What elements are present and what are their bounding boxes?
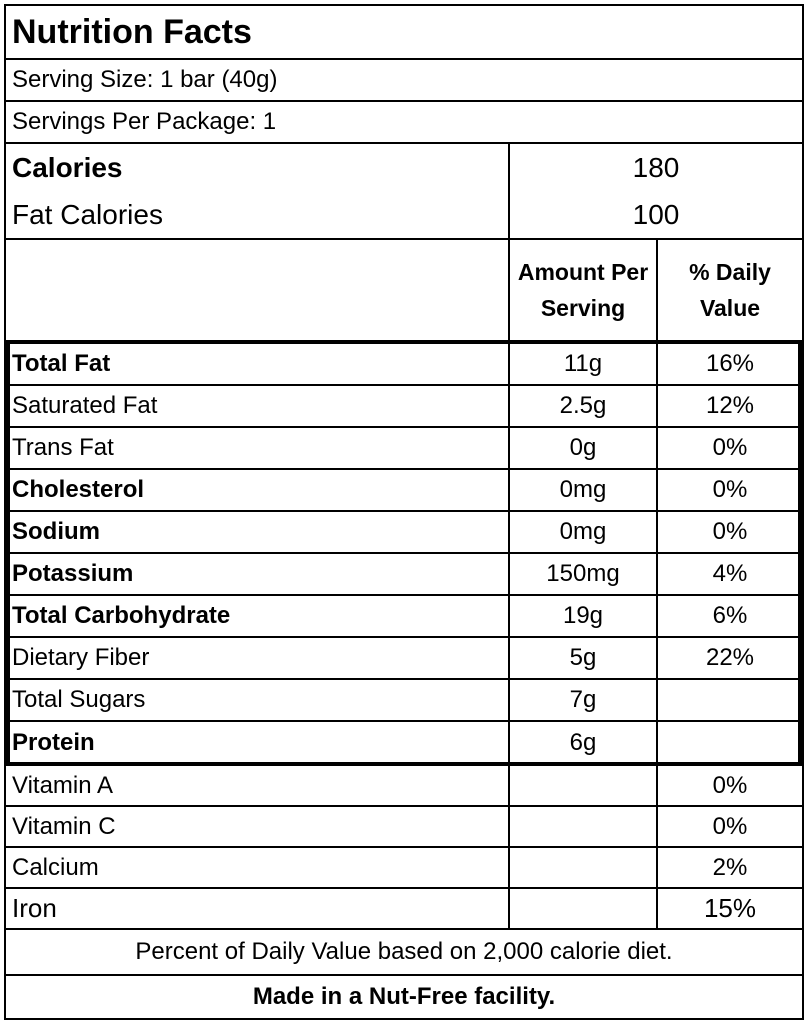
vitamin-amount-blank: [510, 848, 658, 887]
vitamin-name: Calcium: [6, 848, 510, 887]
nutrient-amount: 5g: [510, 638, 658, 678]
nutrient-row: [6, 638, 802, 680]
nutrient-row: [6, 428, 802, 470]
nutrient-daily-value: 16%: [705, 350, 755, 377]
vitamin-daily-value: 15%: [703, 893, 757, 923]
nutrient-row: [6, 680, 802, 722]
fat-calories-row: [6, 192, 802, 240]
nutrient-amount: 150mg: [510, 554, 658, 594]
nutrient-name: Total Carbohydrate: [6, 596, 510, 636]
calories-value: 180: [632, 152, 680, 183]
servings-per-package-row: [6, 102, 802, 144]
vitamin-amount-blank: [510, 766, 658, 805]
nutrient-name: Dietary Fiber: [6, 638, 510, 678]
serving-size-row: [6, 60, 802, 102]
facility-row: [6, 976, 802, 1018]
nutrient-daily-value: 0%: [712, 476, 748, 503]
nutrient-amount: 6g: [510, 722, 658, 764]
column-header-row: [6, 240, 802, 342]
nutrient-amount: 0g: [510, 428, 658, 468]
nutrient-name: Cholesterol: [6, 470, 510, 510]
nutrient-amount: 7g: [510, 680, 658, 720]
nutrient-row: [6, 596, 802, 638]
nutrient-row: [6, 386, 802, 428]
nutrient-row: [6, 344, 802, 386]
nutrient-name: Total Fat: [6, 344, 510, 384]
vitamin-name: Vitamin C: [6, 807, 510, 846]
servings-per-package: Servings Per Package: 1: [12, 108, 277, 135]
calories-row: [6, 144, 802, 192]
footnote-row: [6, 930, 802, 976]
nutrient-row: [6, 512, 802, 554]
nutrient-row: [6, 554, 802, 596]
nutrient-amount: 19g: [510, 596, 658, 636]
vitamin-amount-blank: [510, 807, 658, 846]
nutrient-name: Protein: [6, 722, 510, 764]
nutrient-row: [6, 722, 802, 764]
fat-calories-value: 100: [632, 199, 680, 230]
nutrient-row: [6, 470, 802, 512]
nutrient-name: Potassium: [6, 554, 510, 594]
label-title: Nutrition Facts: [12, 12, 252, 51]
column-header-blank: [6, 240, 510, 342]
nutrient-daily-value: [658, 722, 802, 764]
facility-note: Made in a Nut-Free facility.: [252, 983, 556, 1010]
nutrition-facts-label: [4, 4, 804, 1020]
nutrient-amount: 2.5g: [510, 386, 658, 426]
nutrient-name: Sodium: [6, 512, 510, 552]
vitamin-row: [6, 766, 802, 807]
nutrient-name: Saturated Fat: [6, 386, 510, 426]
vitamin-name: Iron: [6, 889, 510, 928]
nutrient-daily-value: [658, 680, 802, 720]
vitamin-row: [6, 807, 802, 848]
vitamin-daily-value: 0%: [712, 771, 748, 799]
vitamin-name: Vitamin A: [6, 766, 510, 805]
daily-value-header: % Daily Value: [689, 259, 771, 321]
vitamin-amount-blank: [510, 889, 658, 928]
nutrient-amount: 0mg: [510, 512, 658, 552]
nutrient-amount: 0mg: [510, 470, 658, 510]
serving-size: Serving Size: 1 bar (40g): [12, 66, 278, 93]
vitamin-row: [6, 889, 802, 930]
nutrient-daily-value: 12%: [705, 392, 755, 419]
nutrient-name: Total Sugars: [6, 680, 510, 720]
nutrient-daily-value: 0%: [712, 518, 748, 545]
fat-calories-label: Fat Calories: [6, 192, 510, 238]
vitamin-row: [6, 848, 802, 889]
nutrient-name: Trans Fat: [6, 428, 510, 468]
nutrient-daily-value: 4%: [712, 560, 748, 587]
nutrient-daily-value: 0%: [712, 434, 748, 461]
nutrient-daily-value: 6%: [712, 602, 748, 629]
nutrient-daily-value: 22%: [705, 644, 755, 671]
daily-value-footnote: Percent of Daily Value based on 2,000 calorie diet.: [135, 938, 673, 965]
nutrient-amount: 11g: [510, 344, 658, 384]
calories-label: Calories: [6, 144, 510, 192]
vitamin-daily-value: 2%: [712, 853, 748, 881]
vitamin-daily-value: 0%: [712, 812, 748, 840]
amount-per-serving-header: Amount Per Serving: [510, 240, 658, 342]
title-row: [6, 6, 802, 60]
